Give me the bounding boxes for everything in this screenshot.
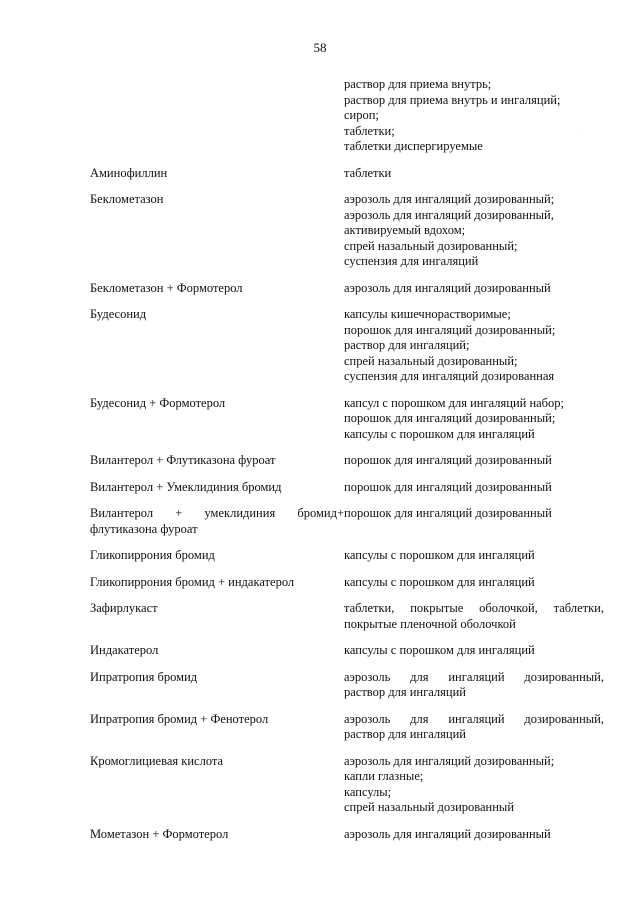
drug-row: [90, 601, 604, 632]
dosage-forms: [344, 643, 604, 659]
dosage-forms: [344, 166, 604, 182]
drug-name: [90, 575, 344, 591]
dosage-forms: [344, 670, 604, 701]
drug-name-line: Вилантерол + Умеклидиния бромид: [90, 479, 282, 494]
drug-name-line: флутиказона фуроат: [90, 521, 198, 536]
dosage-form-line: спрей назальный дозированный: [344, 800, 515, 814]
dosage-forms: [344, 548, 604, 564]
drug-row: [90, 281, 604, 297]
dosage-form-line: порошок для ингаляций дозированный: [344, 453, 552, 467]
drug-name-line: Будесонид + Формотерол: [90, 395, 226, 410]
dosage-forms: [344, 754, 604, 816]
dosage-form-line: капсулы с порошком для ингаляций: [344, 643, 535, 657]
drug-name-line: Беклометазон: [90, 192, 164, 206]
drug-row: [90, 548, 604, 564]
dosage-form-line: порошок для ингаляций дозированный;: [344, 322, 556, 337]
drug-name: [90, 480, 344, 496]
scan-speck: ·: [577, 132, 579, 138]
dosage-form-line: капсулы с порошком для ингаляций: [344, 548, 535, 562]
drug-forms-list: [90, 77, 604, 853]
drug-row: [90, 166, 604, 182]
drug-name: [90, 281, 344, 297]
dosage-form-line: активируемый вдохом;: [344, 223, 466, 237]
dosage-form-line: капсул с порошком для ингаляций набор;: [344, 395, 565, 410]
dosage-form-line: спрей назальный дозированный;: [344, 238, 518, 253]
drug-name: [90, 506, 344, 537]
drug-name: [90, 754, 344, 816]
drug-name: [90, 166, 344, 182]
dosage-forms: [344, 453, 604, 469]
dosage-form-line: раствор для ингаляций;: [344, 338, 470, 352]
dosage-form-line: суспензия для ингаляций дозированная: [344, 369, 555, 383]
drug-name-line: Вилантерол + Флутиказона фуроат: [90, 453, 276, 467]
drug-row: [90, 643, 604, 659]
dosage-form-line: капсулы с порошком для ингаляций: [344, 574, 535, 589]
dosage-form-line: сироп;: [344, 108, 379, 122]
drug-name: [90, 827, 344, 843]
drug-name-line: Мометазон + Формотерол: [90, 826, 229, 841]
dosage-form-line: аэрозоль для ингаляций дозированный: [344, 280, 551, 295]
drug-name: [90, 453, 344, 469]
drug-name-line: Зафирлукаст: [90, 601, 158, 615]
dosage-form-line: спрей назальный дозированный;: [344, 353, 518, 368]
dosage-form-line: раствор для ингаляций: [344, 685, 466, 699]
dosage-form-line: капсулы кишечнорастворимые;: [344, 307, 511, 321]
drug-row: [90, 396, 604, 443]
drug-name: [90, 396, 344, 443]
drug-name: [90, 192, 344, 270]
dosage-forms: [344, 281, 604, 297]
dosage-forms: [344, 307, 604, 385]
dosage-form-line: суспензия для ингаляций: [344, 254, 479, 268]
drug-name-line: Индакатерол: [90, 643, 159, 657]
dosage-form-line: порошок для ингаляций дозированный: [344, 506, 552, 520]
drug-row: [90, 480, 604, 496]
drug-name-line: Кромоглициевая кислота: [90, 753, 224, 768]
dosage-form-line: аэрозоль для ингаляций дозированный: [344, 826, 551, 841]
drug-name-line: Гликопиррония бромид + индакатерол: [90, 574, 295, 589]
dosage-form-line: таблетки диспергируемые: [344, 139, 483, 153]
dosage-form-line: порошок для ингаляций дозированный: [344, 479, 552, 494]
dosage-forms: [344, 480, 604, 496]
drug-row: [90, 192, 604, 270]
dosage-form-line: таблетки, покрытые оболочкой, таблетки,: [344, 601, 604, 615]
page-number: 58: [313, 40, 327, 55]
dosage-forms: [344, 712, 604, 743]
dosage-form-line: капсулы с порошком для ингаляций: [344, 426, 535, 441]
drug-name: [90, 643, 344, 659]
drug-name: [90, 307, 344, 385]
drug-row: [90, 827, 604, 843]
drug-row: [90, 307, 604, 385]
drug-name: [90, 601, 344, 632]
dosage-form-line: аэрозоль для ингаляций дозированный,: [344, 669, 604, 684]
dosage-form-line: таблетки: [344, 165, 392, 180]
dosage-form-line: раствор для ингаляций: [344, 727, 466, 741]
dosage-form-line: капли глазные;: [344, 769, 424, 783]
dosage-form-line: аэрозоль для ингаляций дозированный;: [344, 192, 555, 206]
dosage-forms: [344, 601, 604, 632]
drug-row: [90, 575, 604, 591]
drug-name: [90, 77, 344, 155]
dosage-forms: [344, 396, 604, 443]
drug-row: [90, 712, 604, 743]
drug-name-line: Вилантерол + умеклидиния бромид+: [90, 506, 344, 520]
dosage-forms: [344, 827, 604, 843]
dosage-form-line: таблетки;: [344, 123, 395, 138]
drug-row: [90, 77, 604, 155]
dosage-form-line: аэрозоль для ингаляций дозированный,: [344, 207, 554, 222]
drug-name-line: Гликопиррония бромид: [90, 548, 215, 562]
dosage-forms: [344, 192, 604, 270]
drug-name: [90, 548, 344, 564]
drug-row: [90, 754, 604, 816]
drug-name-line: Будесонид: [90, 307, 147, 321]
drug-name-line: Аминофиллин: [90, 165, 168, 180]
drug-name-line: Беклометазон + Формотерол: [90, 280, 243, 295]
dosage-form-line: капсулы;: [344, 784, 392, 799]
drug-name-line: Ипратропия бромид + Фенотерол: [90, 711, 269, 726]
drug-name: [90, 670, 344, 701]
drug-row: [90, 506, 604, 537]
dosage-forms: [344, 575, 604, 591]
dosage-form-line: раствор для приема внутрь;: [344, 77, 492, 91]
drug-row: [90, 670, 604, 701]
dosage-form-line: аэрозоль для ингаляций дозированный,: [344, 711, 604, 726]
dosage-form-line: аэрозоль для ингаляций дозированный;: [344, 753, 555, 768]
drug-row: [90, 453, 604, 469]
dosage-form-line: раствор для приема внутрь и ингаляций;: [344, 92, 561, 107]
drug-name: [90, 712, 344, 743]
dosage-form-line: порошок для ингаляций дозированный;: [344, 411, 556, 425]
dosage-forms: [344, 77, 604, 155]
dosage-forms: [344, 506, 604, 537]
dosage-form-line: покрытые пленочной оболочкой: [344, 616, 516, 631]
drug-name-line: Ипратропия бромид: [90, 669, 198, 684]
